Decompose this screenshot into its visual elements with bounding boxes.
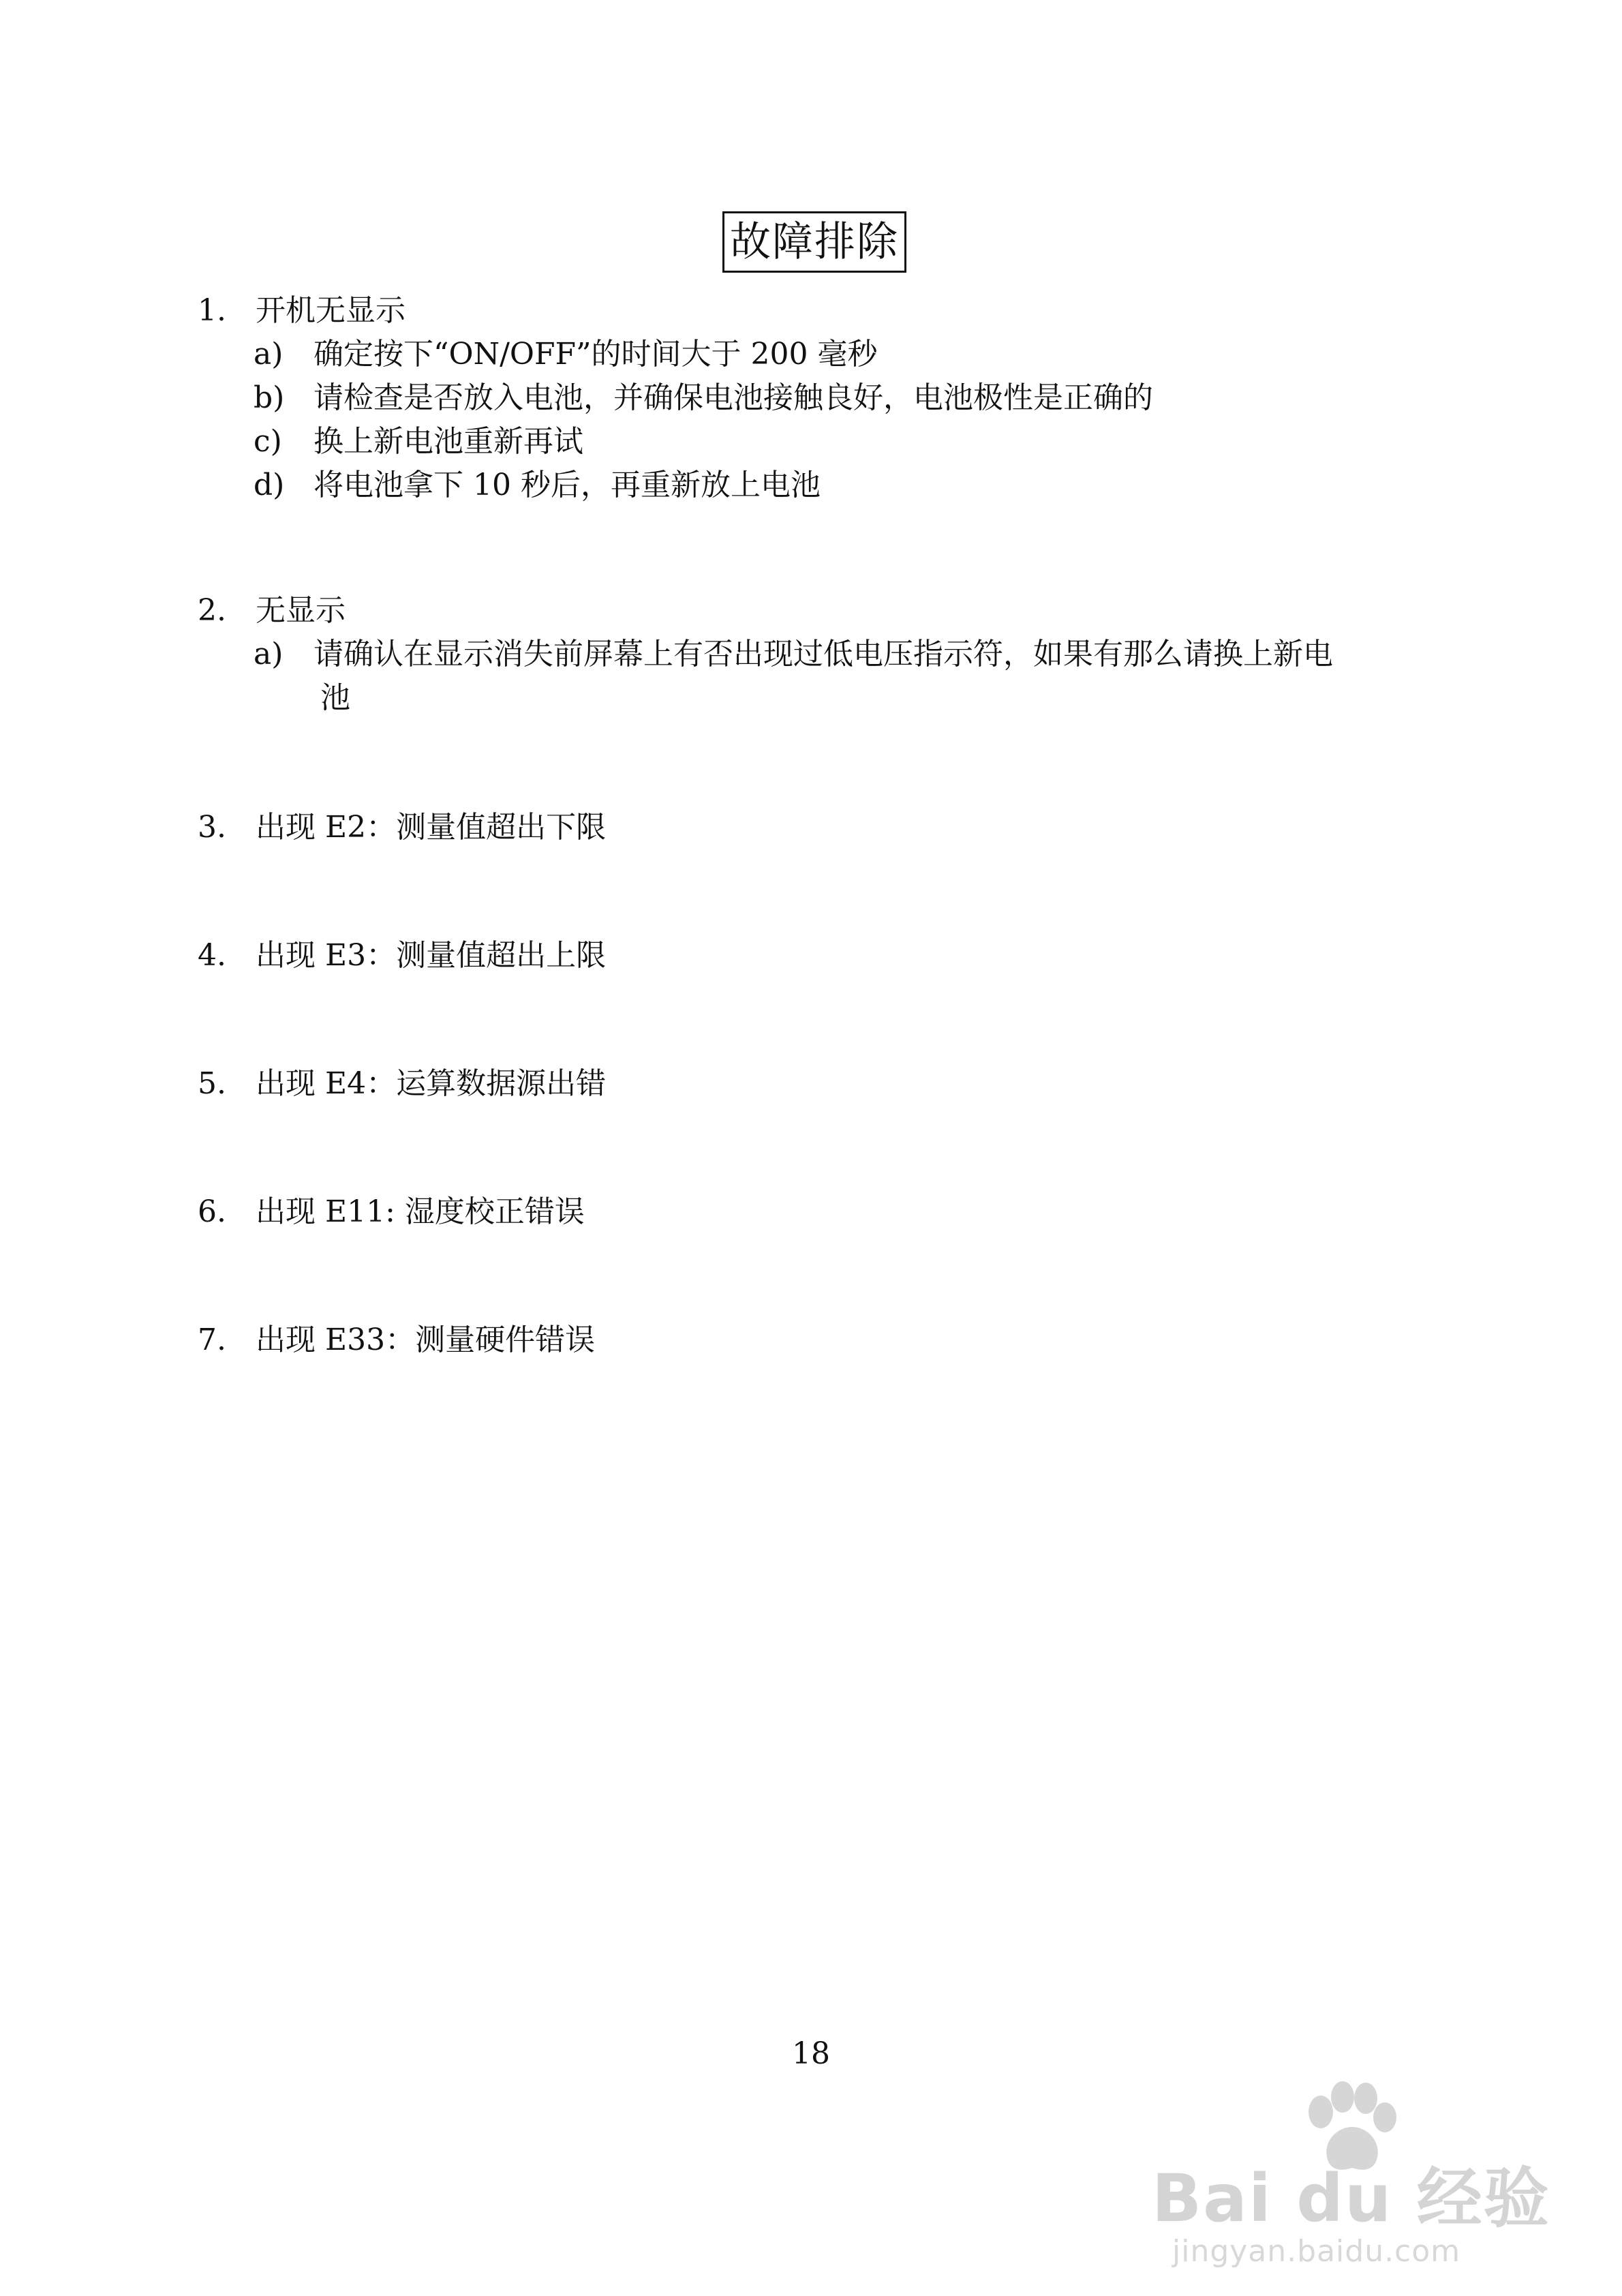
section-1-item-d-text: 将电池拿下 10 秒后，再重新放上电池 (313, 468, 821, 502)
section-4-heading: 出现 E3：测量值超出上限 (256, 938, 607, 973)
section-1-item-c-text: 换上新电池重新再试 (313, 424, 583, 459)
section-2-number: 2. (198, 593, 226, 628)
section-1-number: 1. (198, 293, 226, 328)
section-1-item-b-text: 请检查是否放入电池，并确保电池接触良好，电池极性是正确的 (313, 380, 1153, 415)
section-7-heading: 出现 E33：测量硬件错误 (256, 1323, 596, 1357)
section-5-number: 5. (198, 1066, 226, 1101)
section-6-number: 6. (198, 1194, 226, 1229)
section-2-item-a-letter: a) (254, 637, 284, 671)
section-2-item-a-continuation: 池 (320, 680, 350, 715)
section-1-item-a-letter: a) (254, 337, 284, 372)
section-3-number: 3. (198, 810, 226, 845)
watermark-brand: Bai du 经验 (1152, 2160, 1550, 2237)
page-title: 故障排除 (722, 211, 906, 273)
page-number: 18 (792, 2036, 830, 2071)
baidu-watermark (1152, 2079, 1550, 2270)
section-1-heading: 开机无显示 (256, 293, 406, 328)
section-1-item-d-letter: d) (254, 468, 285, 502)
section-1-item-a-text: 确定按下“ON/OFF”的时间大于 200 毫秒 (313, 337, 878, 372)
section-1-item-c-letter: c) (254, 424, 282, 459)
section-1-item-b-letter: b) (254, 380, 285, 415)
section-6-heading: 出现 E11: 湿度校正错误 (256, 1194, 585, 1229)
section-7-number: 7. (198, 1323, 226, 1357)
section-4-number: 4. (198, 938, 226, 973)
section-5-heading: 出现 E4：运算数据源出错 (256, 1066, 607, 1101)
section-2-heading: 无显示 (256, 593, 346, 628)
section-3-heading: 出现 E2：测量值超出下限 (256, 810, 607, 845)
watermark-url: jingyan.baidu.com (1172, 2234, 1461, 2269)
section-2-item-a-text: 请确认在显示消失前屏幕上有否出现过低电压指示符，如果有那么请换上新电 (313, 637, 1333, 671)
